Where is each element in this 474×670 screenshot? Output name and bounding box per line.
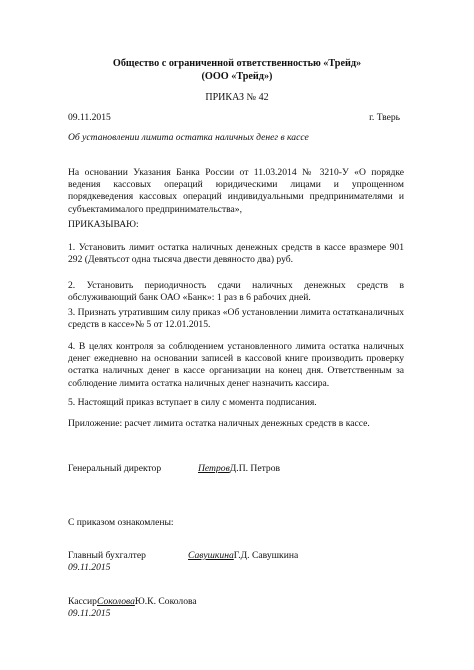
cashier-date: 09.11.2015 [68, 608, 111, 619]
cashier-line [68, 596, 197, 608]
order-item-5: 5. Настоящий приказ вступает в силу с момента подписания. [68, 397, 317, 408]
attachment-note: Приложение: расчет лимита остатка наличных денежных средств в кассе. [68, 418, 370, 429]
date-city-line [68, 112, 400, 124]
acquainted-heading: С приказом ознакомлены: [68, 517, 174, 528]
director-label: Генеральный директор [68, 463, 162, 474]
director-handwritten-signature: Петров [198, 463, 230, 474]
organization-name: Общество с ограниченной ответственностью «Трейд» [112, 58, 362, 69]
organization-header [0, 58, 474, 83]
order-date: 09.11.2015 [68, 112, 111, 123]
cashier-handwritten-signature: Соколова [96, 596, 135, 607]
order-title: ПРИКАЗ № 42 [205, 92, 269, 103]
order-word: ПРИКАЗЫВАЮ: [68, 219, 139, 230]
director-signature [198, 463, 280, 475]
order-subject: Об установлении лимита остатка наличных денег в кассе [68, 132, 309, 143]
order-item-2: 2. Установить периодичность сдачи наличных денежных средств в обслуживающий банк ОАО «Банк»: 1 раз в 6 рабочих дней. [68, 280, 404, 304]
accountant-name: Г.Д. Савушкина [233, 550, 299, 561]
order-item-3: 3. Признать утратившим силу приказ «Об установлении лимита остатканаличных средств в кассе»№ 5 от 12.01.2015. [68, 307, 404, 331]
director-name: Д.П. Петров [229, 463, 281, 474]
cashier-name: Ю.К. Соколова [134, 596, 197, 607]
order-item-4: 4. В целях контроля за соблюдением установленного лимита остатка наличных денег ежедневно на основании записей в кассовой книге производить проверку остатка наличных денег в кассе организации на конец дня. Ответственным за соблюдение лимита остатка наличных денег назначить кассира. [68, 341, 404, 389]
cashier-label: Кассир [68, 596, 97, 607]
accountant-handwritten-signature: Савушкина [188, 550, 234, 561]
order-item-1: 1. Установить лимит остатка наличных денежных средств в кассе вразмере 901 292 (Девятьсот одна тысяча двести девяносто два) руб. [68, 242, 404, 266]
accountant-date: 09.11.2015 [68, 562, 111, 573]
accountant-label: Главный бухгалтер [68, 550, 146, 561]
preamble-paragraph: На основании Указания Банка России от 11.03.2014 № 3210-У «О порядке ведения кассовых операций юридическими лицами и упрощенном порядкеведения кассовых операций индивидуальными предпринимателями и субъектамималого предпринимательства», [68, 167, 404, 215]
accountant-signature [188, 550, 298, 562]
order-city: г. Тверь [369, 112, 400, 123]
organization-short-name: (ООО «Трейд») [201, 70, 273, 82]
